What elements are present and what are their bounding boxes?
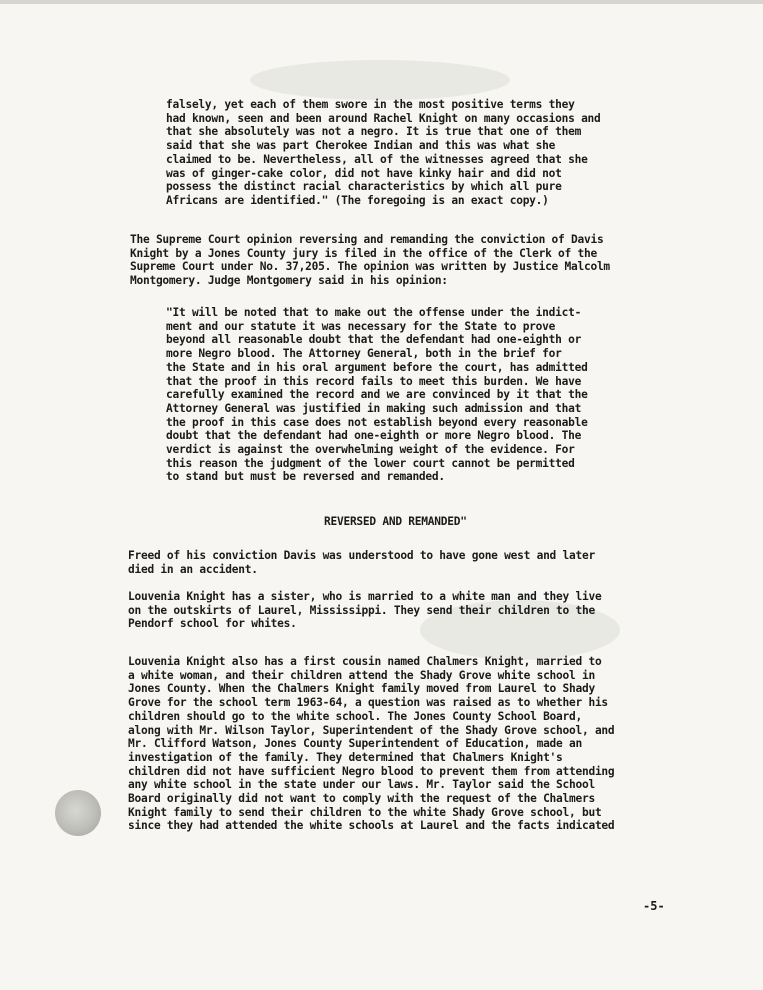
page-top-edge	[0, 0, 763, 4]
cousin-paragraph: Louvenia Knight also has a first cousin named Chalmers Knight, married to a white woman, and their children attend the Shady Grove white school in Jones County. When the Chalmers Knight family moved from Laurel to Shady Grove for the school term 1963-64, a question was raised as to whether his children should go to the white school. The Jones County School Board, along with Mr. Wilson Taylor, Superintendent of the Shady Grove school, and Mr. Clifford Watson, Jones County Superintendent of Education, made an investigation of the family. They determined that Chalmers Knight's children did not have sufficient Negro blood to prevent them from attending any white school in the state under our laws. Mr. Taylor said the School Board originally did not want to comply with the request of the Chalmers Knight family to send their children to the white Shady Grove school, but since they had attended the white schools at Laurel and the facts indicated	[128, 655, 615, 833]
page-number: -5-	[643, 899, 665, 913]
scan-smudge	[250, 60, 510, 100]
punch-hole-icon	[55, 790, 101, 836]
reversed-remanded-line: REVERSED AND REMANDED"	[324, 515, 467, 528]
sister-paragraph: Louvenia Knight has a sister, who is married to a white man and they live on the outskirts of Laurel, Mississippi. They send their children to the Pendorf school for whites.	[128, 590, 602, 631]
supreme-court-paragraph: The Supreme Court opinion reversing and remanding the conviction of Davis Knight by a Jones County jury is filed in the office of the Clerk of the Supreme Court under No. 37,205. The opinion was written by Justice Malcolm Montgomery. Judge Montgomery said in his opinion:	[130, 233, 610, 288]
opinion-quote: "It will be noted that to make out the offense under the indict- ment and our statute it was necessary for the State to prove beyond all reasonable doubt that the defendant had one-eighth or more Negro blood. The Attorney General, both in the brief for the State and in his oral argument before the court, has admitted that the proof in this record fails to meet this burden. We have carefully examined the record and we are convinced by it that the Attorney General was justified in making such admission and that the proof in this case does not establish beyond every reasonable doubt that the defendant had one-eighth or more Negro blood. The verdict is against the overwhelming weight of the evidence. For this reason the judgment of the lower court cannot be permitted to stand but must be reversed and remanded.	[166, 306, 588, 484]
quote-continuation: falsely, yet each of them swore in the most positive terms they had known, seen and been around Rachel Knight on many occasions and that she absolutely was not a negro. It is true that one of them said that she was part Cherokee Indian and this was what she claimed to be. Nevertheless, all of the witnesses agreed that she was of ginger-cake color, did not have kinky hair and did not possess the distinct racial characteristics by which all pure Africans are identified." (The foregoing is an exact copy.)	[166, 98, 601, 207]
freed-paragraph: Freed of his conviction Davis was understood to have gone west and later died in an accident.	[128, 549, 595, 576]
